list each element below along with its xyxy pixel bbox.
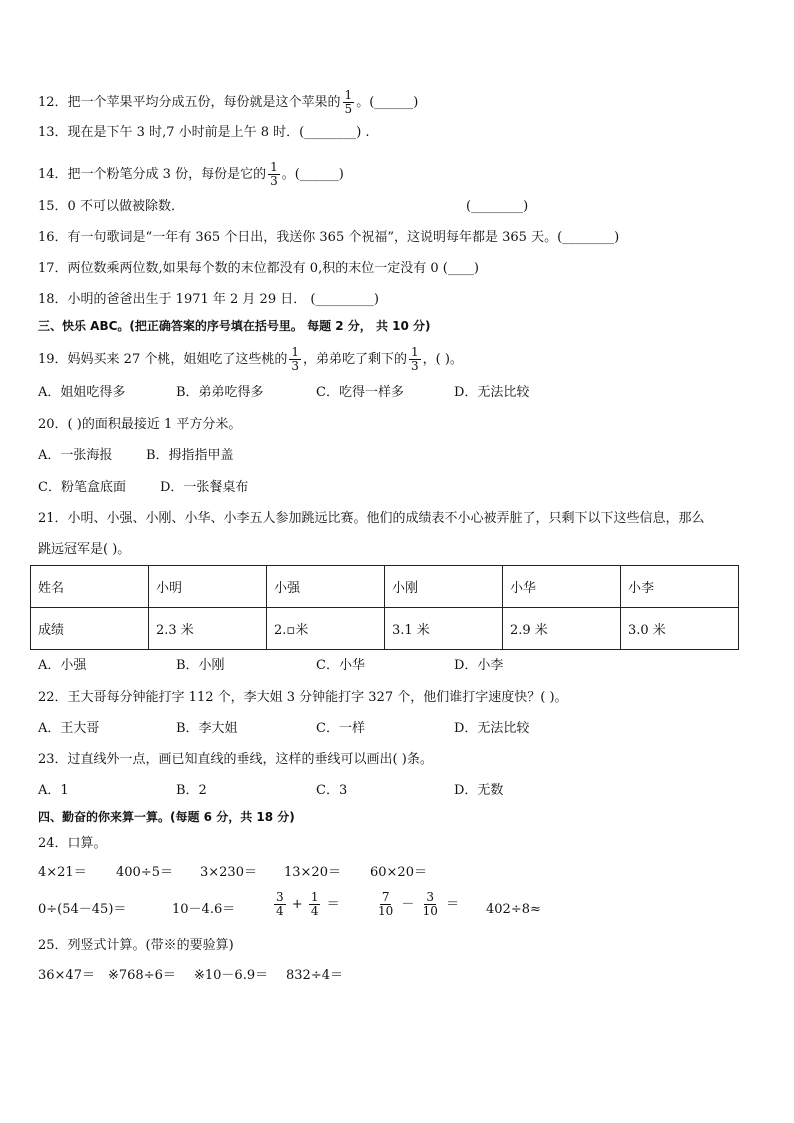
calc-item: ※768÷6＝ [108, 968, 176, 983]
option-d[interactable]: D．无法比较 [454, 385, 530, 400]
question-15-blank[interactable]: (________) [466, 199, 529, 214]
option-d[interactable]: D．一张餐桌布 [160, 480, 249, 495]
calc-item: ※10－6.9＝ [194, 968, 269, 983]
section-3-heading: 三、快乐 ABC。(把正确答案的序号填在括号里。 每题 2 分， 共 10 分) [38, 319, 431, 333]
option-b[interactable]: B．弟弟吃得多 [176, 385, 264, 400]
question-20: 20．( )的面积最接近 1 平方分米。 [38, 417, 242, 432]
score-table [30, 565, 739, 650]
question-16: 16．有一句歌词是“一年有 365 个日出，我送你 365 个祝福”，这说明每年都是 365 天。(________) [38, 230, 620, 245]
table-cell: 小刚 [385, 566, 503, 608]
calc-item: 0÷(54－45)＝ [38, 902, 127, 917]
question-12-text: 12．把一个苹果平均分成五份，每份就是这个苹果的 [38, 95, 341, 110]
question-24: 24．口算。 [38, 836, 107, 851]
equals: ＝ [446, 897, 460, 912]
option-d[interactable]: D．无法比较 [454, 721, 530, 736]
question-25: 25．列竖式计算。(带※的要验算) [38, 938, 234, 953]
question-22: 22．王大哥每分钟能打字 112 个，李大姐 3 分钟能打字 327 个，他们谁打字速度快？( )。 [38, 690, 568, 705]
table-cell: 小李 [621, 566, 739, 608]
fraction: $\frac{1}{3}$ [270, 160, 278, 188]
question-17: 17．两位数乘两位数,如果每个数的末位都没有 0,积的末位一定没有 0 (____) [38, 261, 479, 276]
question-21-line-2: 跳远冠军是( )。 [38, 542, 131, 557]
table-cell: 2.3 米 [149, 608, 267, 650]
table-cell: 小明 [149, 566, 267, 608]
fraction: $\frac{1}{5}$ [344, 88, 353, 116]
question-21-line-1: 21．小明、小强、小刚、小华、小李五人参加跳远比赛。他们的成绩表不小心被弄脏了，只剩下以下这些信息，那么 [38, 511, 705, 526]
question-14 [38, 161, 344, 188]
calc-item: 10－4.6＝ [172, 902, 236, 917]
table-cell: 成绩 [31, 608, 149, 650]
fraction: $\frac{1}{3}$ [411, 345, 419, 373]
question-23: 23．过直线外一点，画已知直线的垂线，这样的垂线可以画出( )条。 [38, 752, 433, 767]
question-12-blank[interactable]: 。(______) [356, 95, 419, 110]
equals: ＝ [326, 897, 340, 912]
fraction-expression [374, 891, 459, 918]
option-a[interactable]: A．姐姐吃得多 [38, 385, 126, 400]
option-c[interactable]: C．小华 [316, 658, 365, 673]
table-cell: 2.▫米 [267, 608, 385, 650]
table-row [31, 608, 739, 650]
option-b[interactable]: B．李大姐 [176, 721, 238, 736]
question-19 [38, 346, 463, 373]
table-cell: 3.1 米 [385, 608, 503, 650]
calc-item: 3×230＝ [200, 865, 257, 880]
fraction-expression [272, 891, 340, 918]
option-d[interactable]: D．无数 [454, 783, 504, 798]
calc-item: 832÷4＝ [286, 968, 343, 983]
calc-item: 13×20＝ [284, 865, 341, 880]
option-b[interactable]: B．2 [176, 783, 207, 798]
question-19-text: ，弟弟吃了剩下的 [303, 352, 408, 367]
fraction: $\frac{7}{10}$ [378, 890, 394, 918]
question-19-blank[interactable]: ，( )。 [422, 352, 463, 367]
operator: － [401, 897, 415, 912]
table-cell: 姓名 [31, 566, 149, 608]
fraction: $\frac{3}{10}$ [422, 890, 438, 918]
option-b[interactable]: B．拇指指甲盖 [146, 448, 234, 463]
calc-item: 36×47＝ [38, 968, 95, 983]
question-18: 18．小明的爸爸出生于 1971 年 2 月 29 日． (_________) [38, 292, 380, 307]
option-c[interactable]: C．吃得一样多 [316, 385, 404, 400]
option-c[interactable]: C．一样 [316, 721, 365, 736]
section-4-heading: 四、勤奋的你来算一算。(每题 6 分，共 18 分) [38, 810, 295, 824]
table-cell: 2.9 米 [503, 608, 621, 650]
option-c[interactable]: C．3 [316, 783, 348, 798]
table-cell: 3.0 米 [621, 608, 739, 650]
fraction: $\frac{3}{4}$ [276, 890, 284, 918]
question-13: 13．现在是下午 3 时,7 小时前是上午 8 时．(________) . [38, 125, 370, 140]
operator: + [291, 897, 303, 912]
fraction: $\frac{1}{4}$ [310, 890, 319, 918]
option-d[interactable]: D．小李 [454, 658, 504, 673]
fraction: $\frac{1}{3}$ [291, 345, 299, 373]
question-14-text: 14．把一个粉笔分成 3 份，每份是它的 [38, 167, 267, 182]
option-a[interactable]: A．王大哥 [38, 721, 100, 736]
table-cell: 小强 [267, 566, 385, 608]
table-row [31, 566, 739, 608]
table-cell: 小华 [503, 566, 621, 608]
option-a[interactable]: A．小强 [38, 658, 87, 673]
option-a[interactable]: A．一张海报 [38, 448, 113, 463]
question-14-blank[interactable]: 。(______) [281, 167, 344, 182]
question-12 [38, 89, 418, 116]
calc-item: 402÷8≈ [486, 902, 541, 917]
question-15: 15．0 不可以做被除数． [38, 199, 184, 214]
calc-item: 4×21＝ [38, 865, 87, 880]
calc-item: 400÷5＝ [116, 865, 173, 880]
option-b[interactable]: B．小刚 [176, 658, 225, 673]
option-a[interactable]: A．1 [38, 783, 69, 798]
option-c[interactable]: C．粉笔盒底面 [38, 480, 126, 495]
question-19-text: 19．妈妈买来 27 个桃，姐姐吃了这些桃的 [38, 352, 288, 367]
calc-item: 60×20＝ [370, 865, 427, 880]
